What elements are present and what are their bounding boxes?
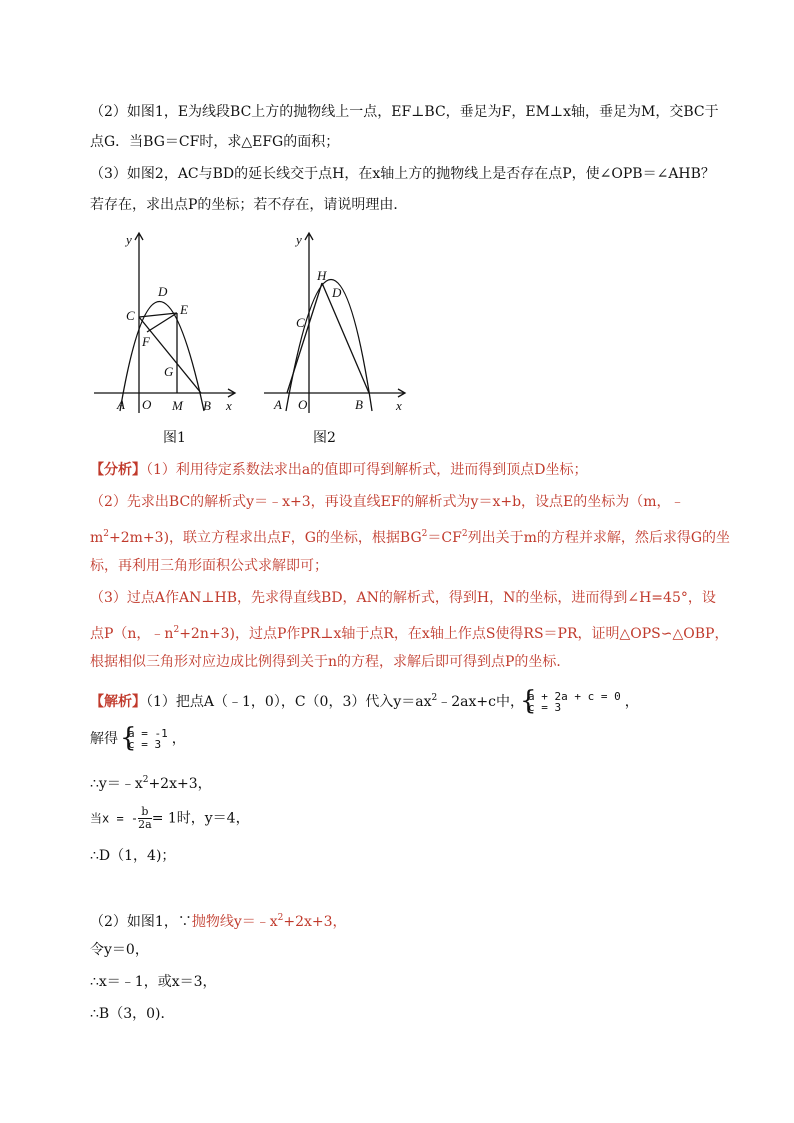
fig2-label-c: C xyxy=(296,315,305,330)
solution-line3: $\therefore y=﹣x^2+2x+3$， xyxy=(90,775,212,792)
fig2-label-x: x xyxy=(396,398,402,413)
fig1-label-g: G xyxy=(164,364,174,379)
fig2-label-y: y xyxy=(296,232,302,247)
solution-line4: 当x = - $\frac{b}{2a}$ = 1时，y＝4， xyxy=(90,805,250,831)
fig2-label-d: D xyxy=(332,285,342,300)
fig1-label-e: E xyxy=(180,302,188,317)
solution-line5: ∴D（1，4)； xyxy=(90,848,176,864)
figure-2 xyxy=(258,228,418,423)
figure-1 xyxy=(88,228,248,423)
fig2-label-o: O xyxy=(298,397,308,412)
analysis-line1: 【分析】（1）利用待定系数法求出a的值即可得到解析式，进而得到顶点D坐标； xyxy=(90,462,588,478)
fig2-label-b: B xyxy=(355,397,363,412)
equation-system-1: { a + 2a + c = 0 c = 3 xyxy=(519,686,621,716)
solution-line8: ∴x＝﹣1，或x＝3， xyxy=(90,974,217,990)
fraction-b-over-2a: $\frac{b}{2a}$ xyxy=(138,805,152,831)
fig1-label-x: x xyxy=(226,398,232,413)
figure-1-caption: 图1 xyxy=(163,430,186,446)
fig2-label-h: H xyxy=(317,268,327,283)
q3-line1: （3）如图2，AC与BD的延长线交于点H，在x轴上方的抛物线上是否存在点P，使∠OPB＝∠AHB？ xyxy=(90,166,715,182)
analysis-line6: 点P（n，$﹣n^2+2n+3$)，过点P作PR⊥x轴于点R，在x轴上作点S使得RS＝PR，证明△OPS∽△OBP， xyxy=(90,625,729,642)
fig1-label-m: M xyxy=(172,398,183,413)
fig1-label-f: F xyxy=(142,334,150,349)
q2-line2: 点G．当BG＝CF时，求△EFG的面积； xyxy=(90,134,340,150)
solution-line7: 令y＝0， xyxy=(90,942,149,958)
fig1-label-c: C xyxy=(126,308,135,323)
fig1-label-y: y xyxy=(126,232,132,247)
fig2-label-a: A xyxy=(274,397,282,412)
equation-system-2: { a = -1 c = 3 xyxy=(120,723,168,753)
analysis-line2: （2）先求出BC的解析式y＝﹣x+3，再设直线EF的解析式为y＝x+b，设点E的坐标为（m，﹣ xyxy=(90,494,685,510)
fig1-label-o: O xyxy=(142,397,152,412)
analysis-line5: （3）过点A作AN⊥HB，先求得直线BD，AN的解析式，得到H，N的坐标，进而得到∠H=45°，设 xyxy=(90,590,716,606)
solution-line1: 【解析】（1）把点A（﹣1，0），C（0，3）代入$y=ax^2﹣2ax+c$中， { a + 2a + c = 0 c = 3 ， xyxy=(90,686,639,716)
figure-2-caption: 图2 xyxy=(313,430,336,446)
q2-line1: （2）如图1，E为线段BC上方的抛物线上一点，EF⊥BC，垂足为F，EM⊥x轴，垂足为M，交BC于 xyxy=(90,104,719,120)
solution-line6: （2）如图1，∵抛物线$y=﹣x^2+2x+3$， xyxy=(90,913,347,930)
analysis-line3: $m^2+2m+3$)，联立方程求出点F，G的坐标，根据$BG^2=CF^2$列出关于m的方程并求解，然后求得G的坐 xyxy=(90,529,731,546)
q3-line2: 若存在，求出点P的坐标；若不存在，请说明理由． xyxy=(90,197,408,213)
fig1-label-a: A xyxy=(117,397,125,412)
fig1-label-b: B xyxy=(203,398,211,413)
fig1-label-d: D xyxy=(158,284,168,299)
solution-line2: 解得 { a = -1 c = 3 ， xyxy=(90,723,186,753)
analysis-line7: 根据相似三角形对应边成比例得到关于n的方程，求解后即可得到点P的坐标． xyxy=(90,654,571,670)
solution-line9: ∴B（3，0)． xyxy=(90,1006,175,1022)
analysis-line4: 标，再利用三角形面积公式求解即可； xyxy=(90,558,328,574)
